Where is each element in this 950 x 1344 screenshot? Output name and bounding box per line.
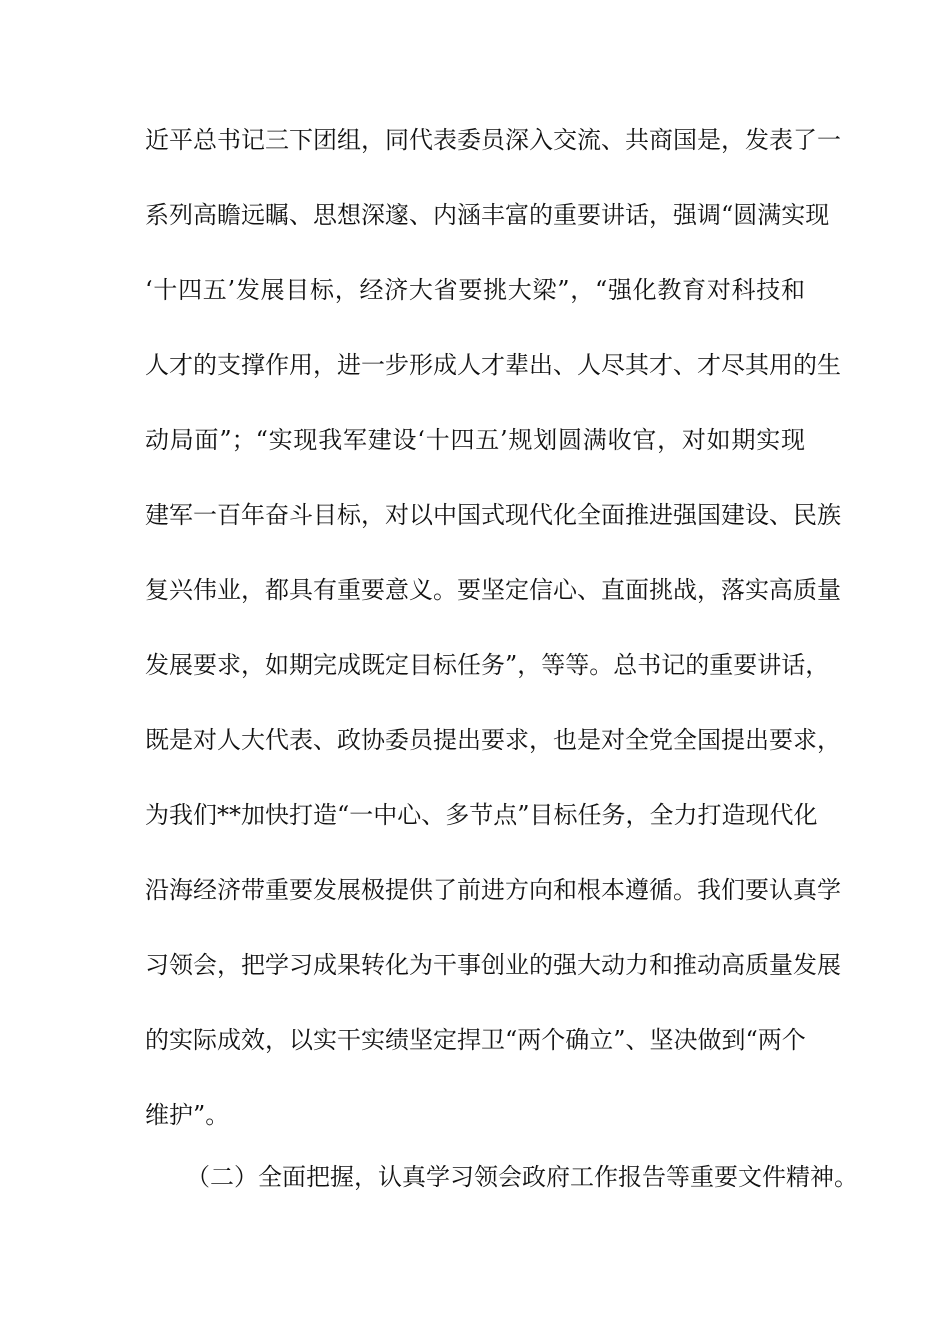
body-text-line: 为我们**加快打造“一中心、多节点”目标任务，全力打造现代化 [145,801,818,829]
section-heading: （二）全面把握，认真学习领会政府工作报告等重要文件精神。 [186,1163,858,1191]
body-text-line: ‘十四五’发展目标，经济大省要挑大梁”，“强化教育对科技和 [145,276,805,304]
body-text-line: 人才的支撑作用，进一步形成人才辈出、人尽其才、才尽其用的生 [145,351,841,379]
body-text-line: 发展要求，如期完成既定目标任务”，等等。总书记的重要讲话， [145,651,830,679]
body-text-line: 的实际成效，以实干实绩坚定捍卫“两个确立”、坚决做到“两个 [145,1026,806,1054]
body-text-line: 建军一百年奋斗目标，对以中国式现代化全面推进强国建设、民族 [145,501,841,529]
body-text-line: 习领会，把学习成果转化为干事创业的强大动力和推动高质量发展 [145,951,841,979]
body-text-line: 沿海经济带重要发展极提供了前进方向和根本遵循。我们要认真学 [145,876,841,904]
body-text-line: 动局面”；“实现我军建设‘十四五’规划圆满收官，对如期实现 [145,426,805,454]
body-text-line: 维护”。 [145,1101,230,1129]
body-text-line: 系列高瞻远瞩、思想深邃、内涵丰富的重要讲话，强调“圆满实现 [145,201,830,229]
body-text-line: 复兴伟业，都具有重要意义。要坚定信心、直面挑战，落实高质量 [145,576,841,604]
body-text-line: 既是对人大代表、政协委员提出要求，也是对全党全国提出要求， [145,726,841,754]
body-text-line: 近平总书记三下团组，同代表委员深入交流、共商国是，发表了一 [145,126,841,154]
